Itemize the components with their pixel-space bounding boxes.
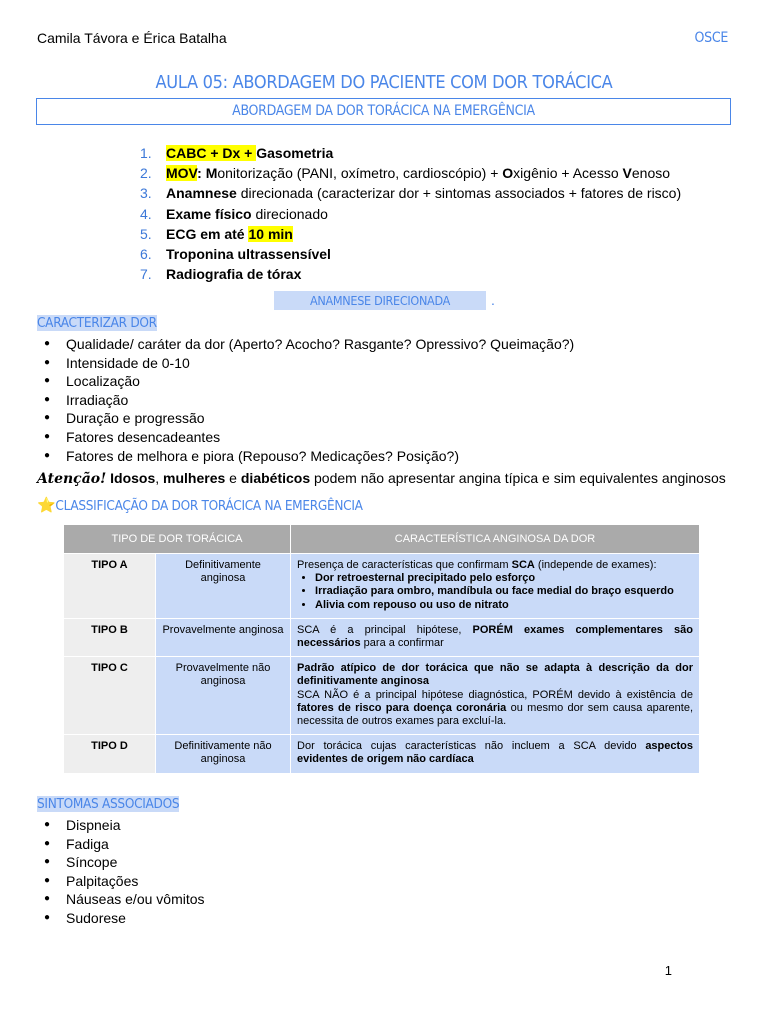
- bullet-icon: ●: [44, 837, 51, 849]
- table-row: [64, 554, 700, 619]
- text-run: direcionada (caracterizar dor + sintomas associados + fatores de risco): [236, 185, 682, 202]
- list-item: [44, 372, 574, 391]
- list-item: [44, 890, 205, 909]
- list-item: • Alivia com repouso ou uso de nitrato: [315, 599, 693, 612]
- list-item-text: Sudorese: [66, 909, 126, 926]
- description-cell: Provavelmente não anginosa: [156, 657, 291, 735]
- bullet-icon: ●: [44, 430, 51, 442]
- step-number: 5.: [140, 225, 152, 242]
- list-item: [44, 853, 205, 872]
- text-run: Gasometria: [256, 145, 334, 161]
- bullet-icon: ●: [44, 856, 51, 868]
- text-run: SCA NÃO é a principal hipótese diagnóstica, PORÉM devido à existência de: [297, 688, 694, 701]
- step-number: 6.: [140, 245, 152, 262]
- step-item: [140, 224, 681, 244]
- list-item: [44, 872, 205, 891]
- list-item: [44, 428, 574, 447]
- page-number: 1: [664, 963, 672, 978]
- list-item: [44, 391, 574, 410]
- characteristic-cell: [291, 618, 700, 656]
- step-number: 7.: [140, 266, 152, 283]
- attention-label: Atenção!: [37, 471, 107, 487]
- text-run: ECG em até: [166, 225, 249, 242]
- classificacao-heading-text: CLASSIFICAÇÃO DA DOR TORÁCICA NA EMERGÊNCIA: [55, 498, 363, 514]
- step-text: [166, 224, 293, 244]
- header-tag: OSCE: [694, 30, 728, 46]
- caracterizar-heading-text: CARACTERIZAR DOR: [37, 315, 157, 331]
- list-item-text: Fatores desencadeantes: [66, 428, 221, 445]
- bullet-icon: ●: [44, 911, 51, 923]
- list-item: [44, 909, 205, 928]
- text-run: M: [205, 165, 218, 182]
- characteristic-cell: [291, 657, 700, 735]
- step-item: [140, 204, 681, 224]
- text-run: diabéticos: [240, 470, 311, 486]
- text-run: CABC + Dx +: [166, 145, 257, 161]
- list-item: [44, 354, 574, 373]
- text-run: (independe de exames):: [534, 559, 657, 571]
- list-item: [44, 335, 574, 354]
- step-item: [140, 244, 681, 264]
- attention-note: [37, 470, 726, 487]
- text-run: xigênio + Acesso: [513, 165, 623, 182]
- text-run: Troponina ultrassensível: [166, 245, 331, 262]
- bullet-icon: ●: [44, 412, 51, 424]
- list-item-text: Fatores de melhora e piora (Repouso? Medicações? Posição?): [66, 447, 459, 464]
- step-text: [166, 244, 331, 264]
- list-item-text: Intensidade de 0-10: [66, 354, 190, 371]
- step-text: [166, 183, 681, 203]
- header-authors: Camila Távora e Érica Batalha: [37, 30, 227, 46]
- step-number: 3.: [140, 185, 152, 202]
- text-run: 10 min: [248, 225, 293, 242]
- description-cell: Definitivamente anginosa: [156, 554, 291, 619]
- caracterizar-list: [44, 335, 574, 465]
- list-item: • Dor retroesternal precipitado pelo esforço: [315, 572, 693, 585]
- section-caracterizar-heading: [37, 315, 157, 331]
- text-run: Radiografia de tórax: [166, 266, 302, 283]
- text-run: ,: [155, 470, 164, 486]
- step-number: 4.: [140, 205, 152, 222]
- type-cell: TIPO C: [64, 657, 156, 735]
- type-cell: TIPO B: [64, 618, 156, 656]
- classification-table: [63, 524, 700, 774]
- bullet-icon: ●: [44, 338, 51, 349]
- text-run: SCA: [511, 559, 535, 571]
- characteristic-cell: [291, 554, 700, 619]
- bullet-icon: ●: [44, 375, 51, 387]
- step-number: 1.: [140, 145, 152, 161]
- steps-list: [140, 143, 681, 284]
- table-row: [64, 735, 700, 773]
- text-run: Padrão atípico de dor torácica que não se adapta à descrição da dor definitivamente anginosa: [297, 662, 694, 688]
- bullet-icon: ●: [44, 874, 51, 886]
- sintomas-heading-text: SINTOMAS ASSOCIADOS: [37, 796, 180, 812]
- bullet-icon: ●: [44, 449, 51, 461]
- list-item-text: Náuseas e/ou vômitos: [66, 891, 205, 908]
- step-text: [166, 264, 301, 284]
- table-row: [64, 657, 700, 735]
- text-run: SCA é a principal hipótese,: [297, 623, 473, 636]
- characteristic-cell: [291, 735, 700, 773]
- text-run: e: [225, 470, 241, 486]
- step-item: [140, 264, 681, 284]
- text-run: Presença de características que confirmam: [297, 559, 512, 571]
- description-cell: Definitivamente não anginosa: [156, 735, 291, 773]
- text-run: onitorização (PANI, oxímetro, cardioscópio) +: [217, 165, 503, 182]
- text-run: Exame físico: [166, 205, 252, 222]
- text-run: podem não apresentar angina típica e sim equivalentes anginosos: [310, 470, 726, 486]
- text-run: Dor torácica cujas características não incluem a SCA devido: [297, 740, 646, 753]
- list-item-text: Qualidade/ caráter da dor (Aperto? Acocho? Rasgante? Opressivo? Queimação?): [66, 336, 575, 352]
- step-number: 2.: [140, 165, 152, 182]
- text-run: PORÉM exames complementares são necessários: [297, 623, 694, 650]
- list-item-text: Palpitações: [66, 872, 139, 889]
- list-item: • Irradiação para ombro, mandíbula ou face medial do braço esquerdo: [315, 585, 693, 598]
- characteristic-bullets: [297, 572, 693, 612]
- list-item: [44, 835, 205, 854]
- section-sintomas-heading: [37, 796, 179, 812]
- description-cell: Provavelmente anginosa: [156, 618, 291, 656]
- type-cell: TIPO A: [64, 554, 156, 619]
- list-item-text: Duração e progressão: [66, 410, 205, 427]
- bullet-icon: ●: [44, 356, 51, 368]
- text-run: V: [622, 165, 632, 182]
- table-header-char: CARACTERÍSTICA ANGINOSA DA DOR: [291, 525, 700, 554]
- star-icon: ⭐: [37, 496, 56, 514]
- text-run: Anamnese: [166, 185, 237, 202]
- type-cell: TIPO D: [64, 735, 156, 773]
- table-header-row: [64, 525, 700, 554]
- list-item-text: Fadiga: [66, 835, 109, 852]
- step-text: [166, 143, 333, 163]
- list-item-text: Síncope: [66, 854, 118, 871]
- page-title: AULA 05: ABORDAGEM DO PACIENTE COM DOR TORÁCICA: [155, 72, 613, 93]
- subtitle-box: [36, 98, 731, 125]
- anamnese-dot: .: [491, 292, 495, 308]
- step-text: [166, 204, 328, 224]
- text-run: para a confirmar: [360, 637, 444, 650]
- text-run: O: [502, 165, 514, 182]
- sintomas-list: [44, 816, 205, 928]
- text-run: MOV: [166, 165, 198, 182]
- step-item: [140, 183, 681, 203]
- text-run: enoso: [631, 165, 671, 182]
- list-item: [44, 447, 574, 466]
- bullet-icon: ●: [44, 893, 51, 905]
- text-run: mulheres: [163, 470, 226, 486]
- anamnese-label: ANAMNESE DIRECIONADA: [274, 291, 486, 310]
- step-item: [140, 163, 681, 183]
- bullet-icon: ●: [44, 819, 51, 830]
- list-item-text: Dispneia: [66, 817, 121, 833]
- text-run: direcionado: [251, 205, 328, 222]
- anamnese-bar: [274, 291, 493, 310]
- table-row: [64, 618, 700, 656]
- text-run: fatores de risco para doença coronária: [297, 701, 507, 714]
- text-run: ou mesmo dor sem causa aparente, necessita de outros exames para excluí-la.: [297, 701, 694, 728]
- step-item: [140, 143, 681, 163]
- bullet-icon: ●: [44, 393, 51, 405]
- text-run: aspectos evidentes de origem não cardíaca: [297, 740, 694, 766]
- list-item-text: Irradiação: [66, 391, 129, 408]
- classification-table-body: [64, 554, 700, 774]
- section-classificacao-heading: [37, 496, 363, 514]
- text-run: :: [197, 165, 206, 182]
- step-text: [166, 163, 670, 183]
- subtitle: ABORDAGEM DA DOR TORÁCICA NA EMERGÊNCIA: [232, 103, 535, 119]
- text-run: Idosos: [110, 470, 156, 486]
- table-header-type: TIPO DE DOR TORÁCICA: [64, 525, 291, 554]
- attention-text: [106, 470, 725, 486]
- list-item: [44, 409, 574, 428]
- list-item: [44, 816, 205, 835]
- list-item-text: Localização: [66, 373, 140, 390]
